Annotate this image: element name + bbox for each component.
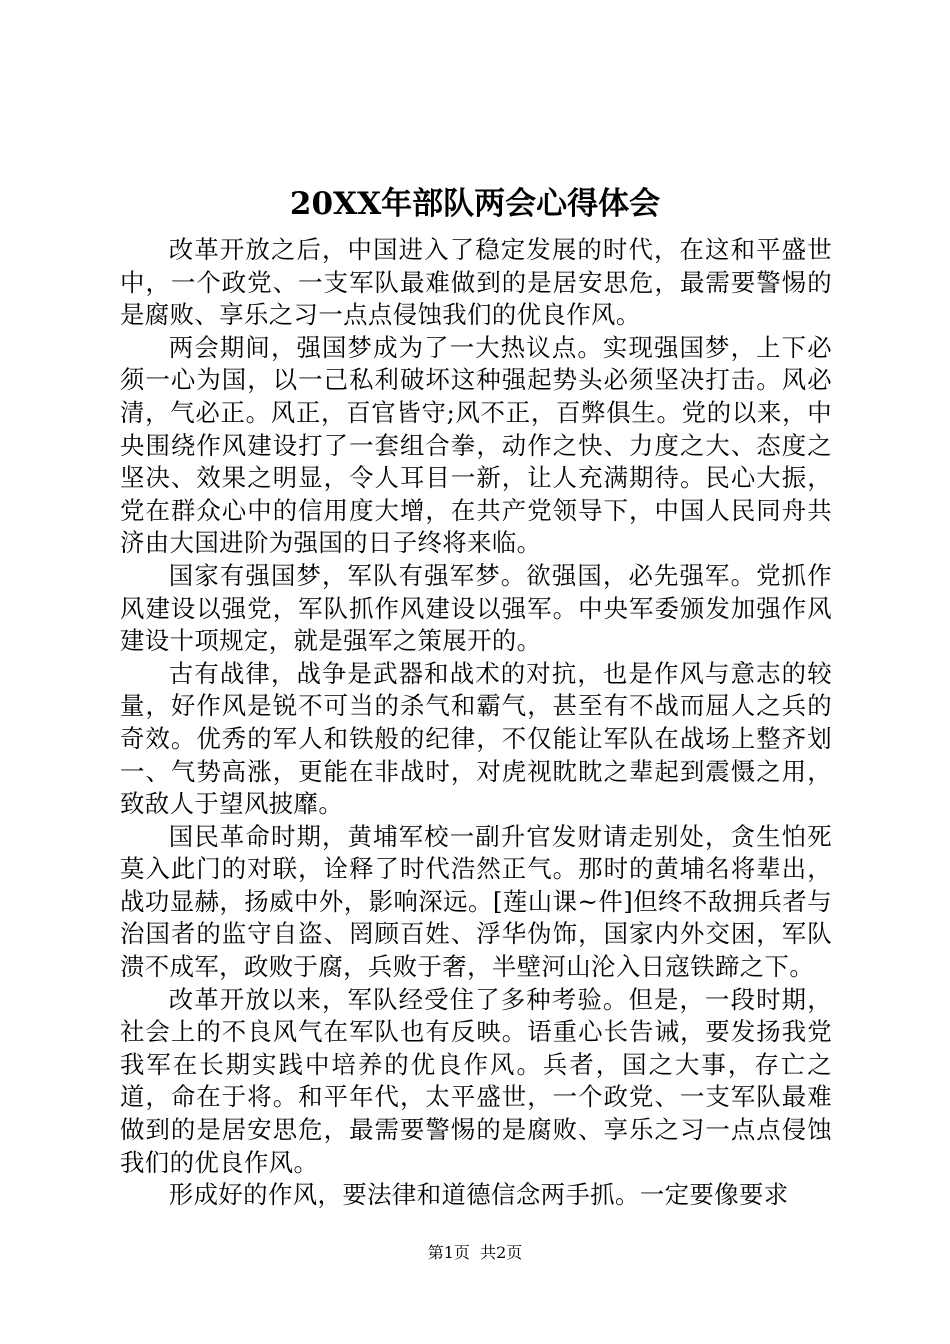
paragraph: 形成好的作风，要法律和道德信念两手抓。一定要像要求 xyxy=(168,1180,789,1210)
paragraph: 改革开放之后，中国进入了稳定发展的时代，在这和平盛世中，一个政党、一支军队最难做到的是居安思危，最需要警惕的是腐败、享乐之习一点点侵蚀我们的优良作风。 xyxy=(120,235,832,330)
paragraph: 改革开放以来，军队经受住了多种考验。但是，一段时期，社会上的不良风气在军队也有反映。语重心长告诫，要发扬我党我军在长期实践中培养的优良作风。兵者，国之大事，存亡之道，命在于将。和平年代，太平盛世，一个政党、一支军队最难做到的是居安思危，最需要警惕的是腐败、享乐之习一点点侵蚀我们的优良作风。 xyxy=(120,984,832,1177)
page-number: 第1页 xyxy=(427,1243,470,1262)
page-total: 共2页 xyxy=(480,1243,523,1262)
paragraph: 古有战律，战争是武器和战术的对抗，也是作风与意志的较量，好作风是锐不可当的杀气和霸气，甚至有不战而屈人之兵的奇效。优秀的军人和铁般的纪律，不仅能让军队在战场上整齐划一、气势高涨，更能在非战时，对虎视眈眈之辈起到震慑之用，致敌人于望风披靡。 xyxy=(120,658,832,819)
document-body xyxy=(120,234,832,1210)
paragraph: 国家有强国梦，军队有强军梦。欲强国，必先强军。党抓作风建设以强党，军队抓作风建设以强军。中央军委颁发加强作风建设十项规定，就是强军之策展开的。 xyxy=(120,560,832,656)
paragraph: 国民革命时期，黄埔军校一副升官发财请走别处，贪生怕死莫入此门的对联，诠释了时代浩然正气。那时的黄埔名将辈出，战功显赫，扬威中外，影响深远。[莲山课~件]但终不敌拥兵者与治国者的监守自盗、罔顾百姓、浮华伪饰，国家内外交困，军队溃不成军，政败于腐，兵败于奢，半壁河山沦入日寇铁蹄之下。 xyxy=(120,821,832,982)
paragraph: 两会期间，强国梦成为了一大热议点。实现强国梦，上下必须一心为国，以一己私利破坏这种强起势头必须坚决打击。风必清，气必正。风正，百官皆守;风不正，百弊俱生。党的以来，中央围绕作风建设打了一套组合拳，动作之快、力度之大、态度之坚决、效果之明显，令人耳目一新，让人充满期待。民心大振，党在群众心中的信用度大增，在共产党领导下，中国人民同舟共济由大国进阶为强国的日子终将来临。 xyxy=(120,332,832,558)
document-title: 20XX年部队两会心得体会 xyxy=(289,186,661,222)
page-footer xyxy=(0,1242,950,1264)
